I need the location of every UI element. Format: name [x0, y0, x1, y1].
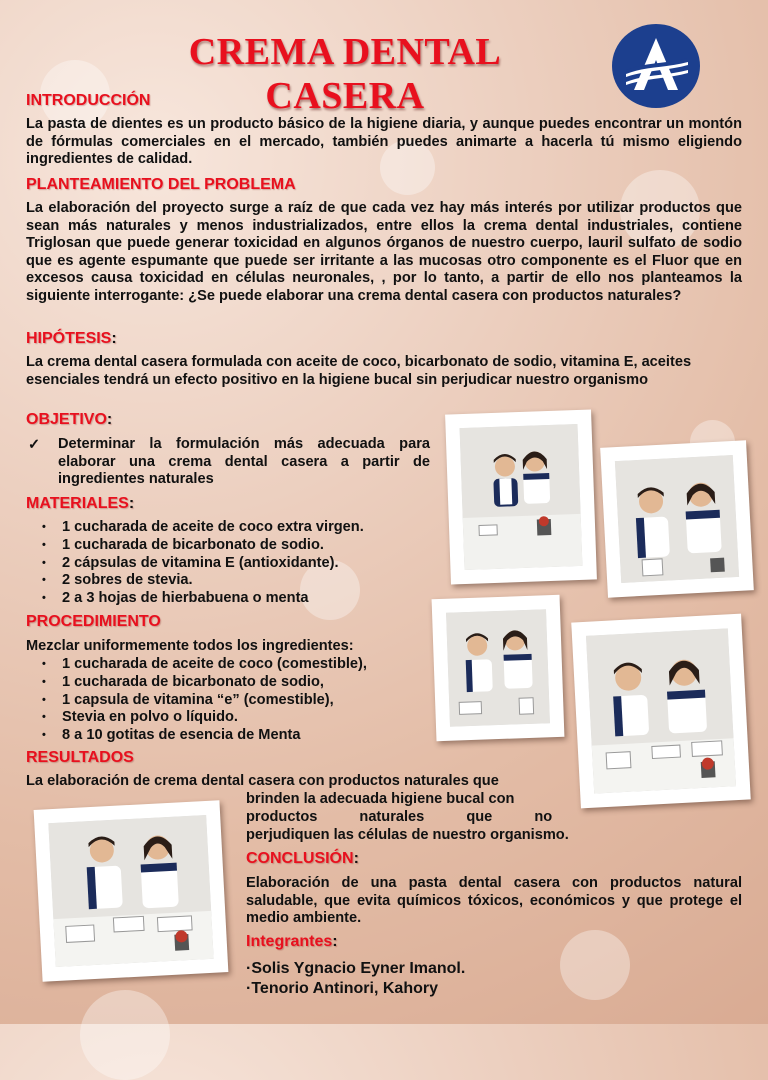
- list-item: • 2 a 3 hojas de hierbabuena o menta: [26, 590, 446, 608]
- member-name: ·Tenorio Antinori, Kahory: [246, 980, 438, 997]
- conclusion-heading: CONCLUSIÓN:: [246, 850, 359, 867]
- list-item: • 1 cucharada de aceite de coco (comestible),: [26, 656, 446, 674]
- bokeh-dot: [560, 930, 630, 1000]
- photo-scene: [586, 628, 736, 793]
- results-heading: RESULTADOS: [26, 749, 134, 766]
- page-title: CREMA DENTAL CASERA: [188, 31, 502, 117]
- procedure-list: [26, 656, 446, 745]
- list-item: • 1 cucharada de bicarbonato de sodio,: [26, 674, 446, 692]
- hypothesis-heading: HIPÓTESIS:: [26, 330, 117, 347]
- list-item: • 1 cucharada de aceite de coco extra virgen.: [26, 519, 446, 537]
- member-name-text: Tenorio Antinori, Kahory: [251, 980, 438, 997]
- list-item: • Stevia en polvo o líquido.: [26, 709, 446, 727]
- member-name: ·Solis Ygnacio Eyner Imanol.: [246, 960, 466, 977]
- list-item: • 1 cucharada de bicarbonato de sodio.: [26, 537, 446, 555]
- school-logo: [612, 24, 700, 108]
- procedure-heading: PROCEDIMIENTO: [26, 613, 161, 630]
- hypothesis-text: La crema dental casera formulada con aceite de coco, bicarbonato de sodio, vitamina E, aceites esenciales tendrá un efecto positivo en la higiene bucal sin perjudicar nuestro organismo: [26, 354, 692, 388]
- results-line-3: productos naturales que no: [246, 809, 553, 825]
- objective-heading: OBJETIVO:: [26, 411, 113, 428]
- problem-text: La elaboración del proyecto surge a raíz de que cada vez hay más interés por utilizar productos que sean más naturales y menos industrializados, entre ellos la crema dental industriales, contiene Triglosan que puede generar toxicidad en algunos órganos de nuestro cuerpo, lauril sulfato de sodio que es agente espumante que puede ser irritante a las mucosas otro componente es el Fluor que en excesos causa toxicidad en células neuronales, , por lo tanto, a partir de ello nos planteamos la siguiente interrogante: ¿Se puede elaborar una crema dental casera con productos naturales?: [26, 200, 742, 304]
- problem-heading: PLANTEAMIENTO DEL PROBLEMA: [26, 176, 296, 193]
- project-photo: [571, 614, 751, 809]
- procedure-intro: Mezclar uniformemente todos los ingredientes:: [26, 638, 354, 654]
- objective-heading-label: OBJETIVO: [26, 411, 107, 428]
- logo-a-icon: [612, 24, 700, 108]
- results-line-1: La elaboración de crema dental casera con productos naturales que: [26, 773, 499, 789]
- photo-scene: [48, 815, 213, 967]
- bokeh-dot: [80, 990, 170, 1080]
- hypothesis-heading-label: HIPÓTESIS: [26, 330, 112, 347]
- intro-text: La pasta de dientes es un producto básico de la higiene diaria, y aunque puedes encontrar un montón de fórmulas comerciales en el mercado, también puedes animarte a hacerla tú mismo eligiendo ingredientes de calidad.: [26, 116, 742, 168]
- project-photo: [432, 595, 565, 741]
- project-photo: [445, 410, 597, 585]
- photo-scene: [460, 424, 583, 570]
- list-item: • 2 sobres de stevia.: [26, 572, 446, 590]
- intro-heading: INTRODUCCIÓN: [26, 92, 151, 109]
- members-heading-label: Integrantes: [246, 933, 333, 950]
- materials-heading: MATERIALES:: [26, 495, 135, 512]
- photo-scene: [446, 609, 550, 726]
- results-line-2: brinden la adecuada higiene bucal con: [246, 791, 515, 807]
- project-photo: [34, 800, 229, 981]
- photo-scene: [615, 455, 739, 583]
- results-line-4: perjudiquen las células de nuestro organismo.: [246, 827, 569, 843]
- conclusion-heading-label: CONCLUSIÓN: [246, 850, 354, 867]
- list-item: • 8 a 10 gotitas de esencia de Menta: [26, 727, 446, 745]
- project-photo: [600, 440, 754, 597]
- member-name-text: Solis Ygnacio Eyner Imanol.: [251, 960, 466, 977]
- objective-text: Determinar la formulación más adecuada para elaborar una crema dental casera a partir de ingredientes naturales: [58, 436, 430, 488]
- list-item: • 1 capsula de vitamina “e” (comestible),: [26, 692, 446, 710]
- conclusion-text: Elaboración de una pasta dental casera con productos natural saludable, que evita químicos tóxicos, económicos y que protege el medio ambiente.: [246, 875, 742, 927]
- list-item: • 2 cápsulas de vitamina E (antioxidante).: [26, 555, 446, 573]
- check-icon: ✓: [28, 437, 41, 453]
- materials-heading-label: MATERIALES: [26, 495, 129, 512]
- materials-list: [26, 519, 446, 608]
- members-heading: Integrantes:: [246, 933, 338, 950]
